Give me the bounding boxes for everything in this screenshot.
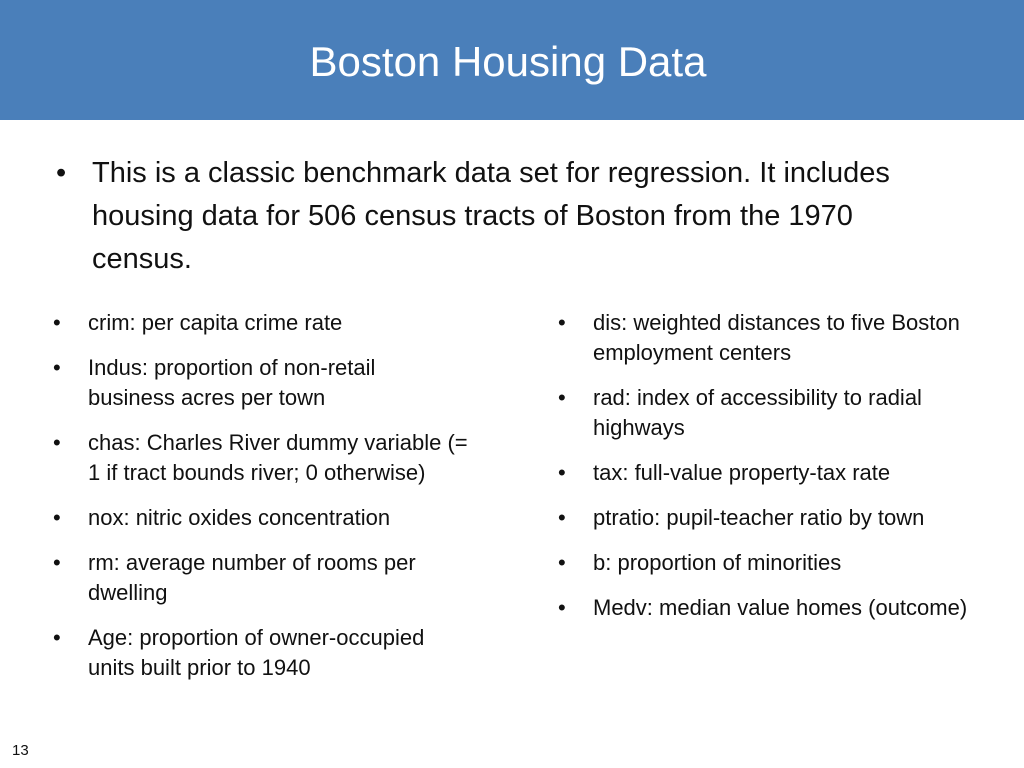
variable-text: nox: nitric oxides concentration: [88, 505, 391, 530]
variable-item-b: [553, 548, 973, 578]
bullet-icon: •: [53, 625, 61, 650]
variable-text: Age: proportion of owner-occupied units built prior to 1940: [88, 625, 425, 680]
bullet-icon: •: [53, 550, 61, 575]
bullet-icon: •: [558, 310, 566, 335]
bullet-icon: •: [56, 157, 67, 189]
variable-text: Indus: proportion of non-retail business acres per town: [88, 355, 376, 410]
intro-text: This is a classic benchmark data set for regression. It includes housing data for 506 census tracts of Boston from the 1970 census.: [92, 157, 890, 275]
variable-item-medv: [553, 593, 973, 623]
variable-item-ptratio: [553, 503, 973, 533]
bullet-icon: •: [558, 385, 566, 410]
variable-text: b: proportion of minorities: [593, 550, 842, 575]
title-bar: [0, 0, 1024, 120]
variable-item-indus: [48, 353, 468, 413]
bullet-icon: •: [53, 505, 61, 530]
bullet-icon: •: [53, 355, 61, 380]
slide-number: 13: [12, 742, 29, 759]
intro-bullet: [56, 152, 936, 281]
variable-text: ptratio: pupil-teacher ratio by town: [593, 505, 925, 530]
variable-item-crim: [48, 308, 468, 338]
slide-title: Boston Housing Data: [309, 38, 707, 85]
variable-text: rad: index of accessibility to radial highways: [593, 385, 922, 440]
variable-item-dis: [553, 308, 973, 368]
variable-text: rm: average number of rooms per dwelling: [88, 550, 416, 605]
bullet-icon: •: [558, 460, 566, 485]
variable-item-chas: [48, 428, 468, 488]
bullet-icon: •: [558, 595, 566, 620]
bullet-icon: •: [53, 310, 61, 335]
bullet-icon: •: [558, 550, 566, 575]
bullet-icon: •: [53, 430, 61, 455]
intro-list: [56, 152, 936, 281]
left-variable-list: [48, 308, 468, 698]
variable-text: Medv: median value homes (outcome): [593, 595, 968, 620]
variable-item-age: [48, 623, 468, 683]
variable-item-tax: [553, 458, 973, 488]
bullet-icon: •: [558, 505, 566, 530]
variable-item-rad: [553, 383, 973, 443]
variable-text: chas: Charles River dummy variable (= 1 if tract bounds river; 0 otherwise): [88, 430, 468, 485]
right-variable-list: [553, 308, 973, 638]
variable-text: tax: full-value property-tax rate: [593, 460, 891, 485]
variable-text: dis: weighted distances to five Boston employment centers: [593, 310, 960, 365]
variable-item-rm: [48, 548, 468, 608]
variable-text: crim: per capita crime rate: [88, 310, 343, 335]
variable-item-nox: [48, 503, 468, 533]
